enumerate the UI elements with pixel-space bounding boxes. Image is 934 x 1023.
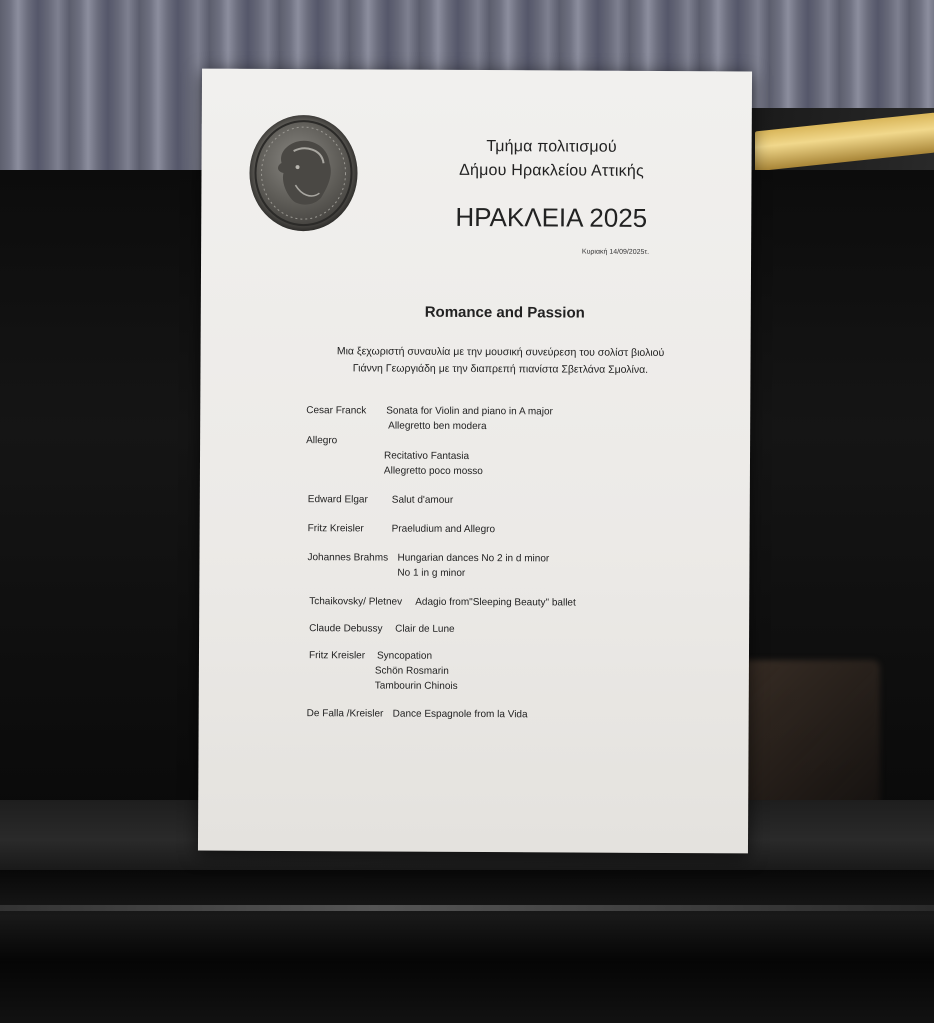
municipality-name: Δήμου Ηρακλείου Αττικής <box>459 161 644 180</box>
concert-title: Romance and Passion <box>424 303 585 322</box>
event-date: Κυριακή 14/09/2025τ. <box>581 248 650 256</box>
piano-edge <box>0 905 934 911</box>
work-title: Hungarian dances No 2 in d minor <box>397 552 550 565</box>
composer-name: Fritz Kreisler <box>308 650 366 662</box>
work-title: Dance Espagnole from la Vida <box>392 708 528 721</box>
composer-name: Johannes Brahms <box>307 552 389 564</box>
concert-intro <box>280 343 720 379</box>
work-title: Salut d'amour <box>391 494 454 506</box>
piano-front <box>0 870 934 1023</box>
work-title: Clair de Lune <box>395 623 455 635</box>
movement-title: Allegro <box>306 435 338 447</box>
work-title: Adagio from"Sleeping Beauty" ballet <box>415 596 576 609</box>
event-title: ΗΡΑΚΛΕΙΑ 2025 <box>455 201 648 233</box>
work-title: Schön Rosmarin <box>374 665 449 677</box>
work-title: Tambourin Chinois <box>374 680 458 692</box>
department-name: Τμήμα πολιτισμού <box>486 138 617 156</box>
movement-title: Allegretto ben modera <box>388 420 487 433</box>
work-title: Sonata for Violin and piano in A major <box>386 405 553 418</box>
concert-program-sheet <box>198 69 752 854</box>
movement-title: Allegretto poco mosso <box>383 465 483 478</box>
composer-name: Edward Elgar <box>307 494 368 506</box>
composer-name: Claude Debussy <box>309 623 383 635</box>
work-title: Syncopation <box>376 650 433 662</box>
movement-title: Recitativo Fantasia <box>383 450 470 462</box>
composer-name: Tchaikovsky/ Pletnev <box>309 596 403 608</box>
composer-name: Cesar Franck <box>306 405 367 417</box>
intro-line: Μια ξεχωριστή συναυλία με την μουσική συνεύρεση του σολίστ βιολιού <box>336 345 665 359</box>
intro-line: Γιάννη Γεωργιάδη με την διαπρεπή πιανίστα Σβετλάνα Σμολίνα. <box>352 362 649 376</box>
work-title: No 1 in g minor <box>397 567 466 579</box>
composer-name: De Falla /Kreisler <box>306 708 384 720</box>
coin-emblem-icon <box>249 115 358 232</box>
composer-name: Fritz Kreisler <box>307 523 364 535</box>
work-title: Praeludium and Allegro <box>391 523 496 536</box>
